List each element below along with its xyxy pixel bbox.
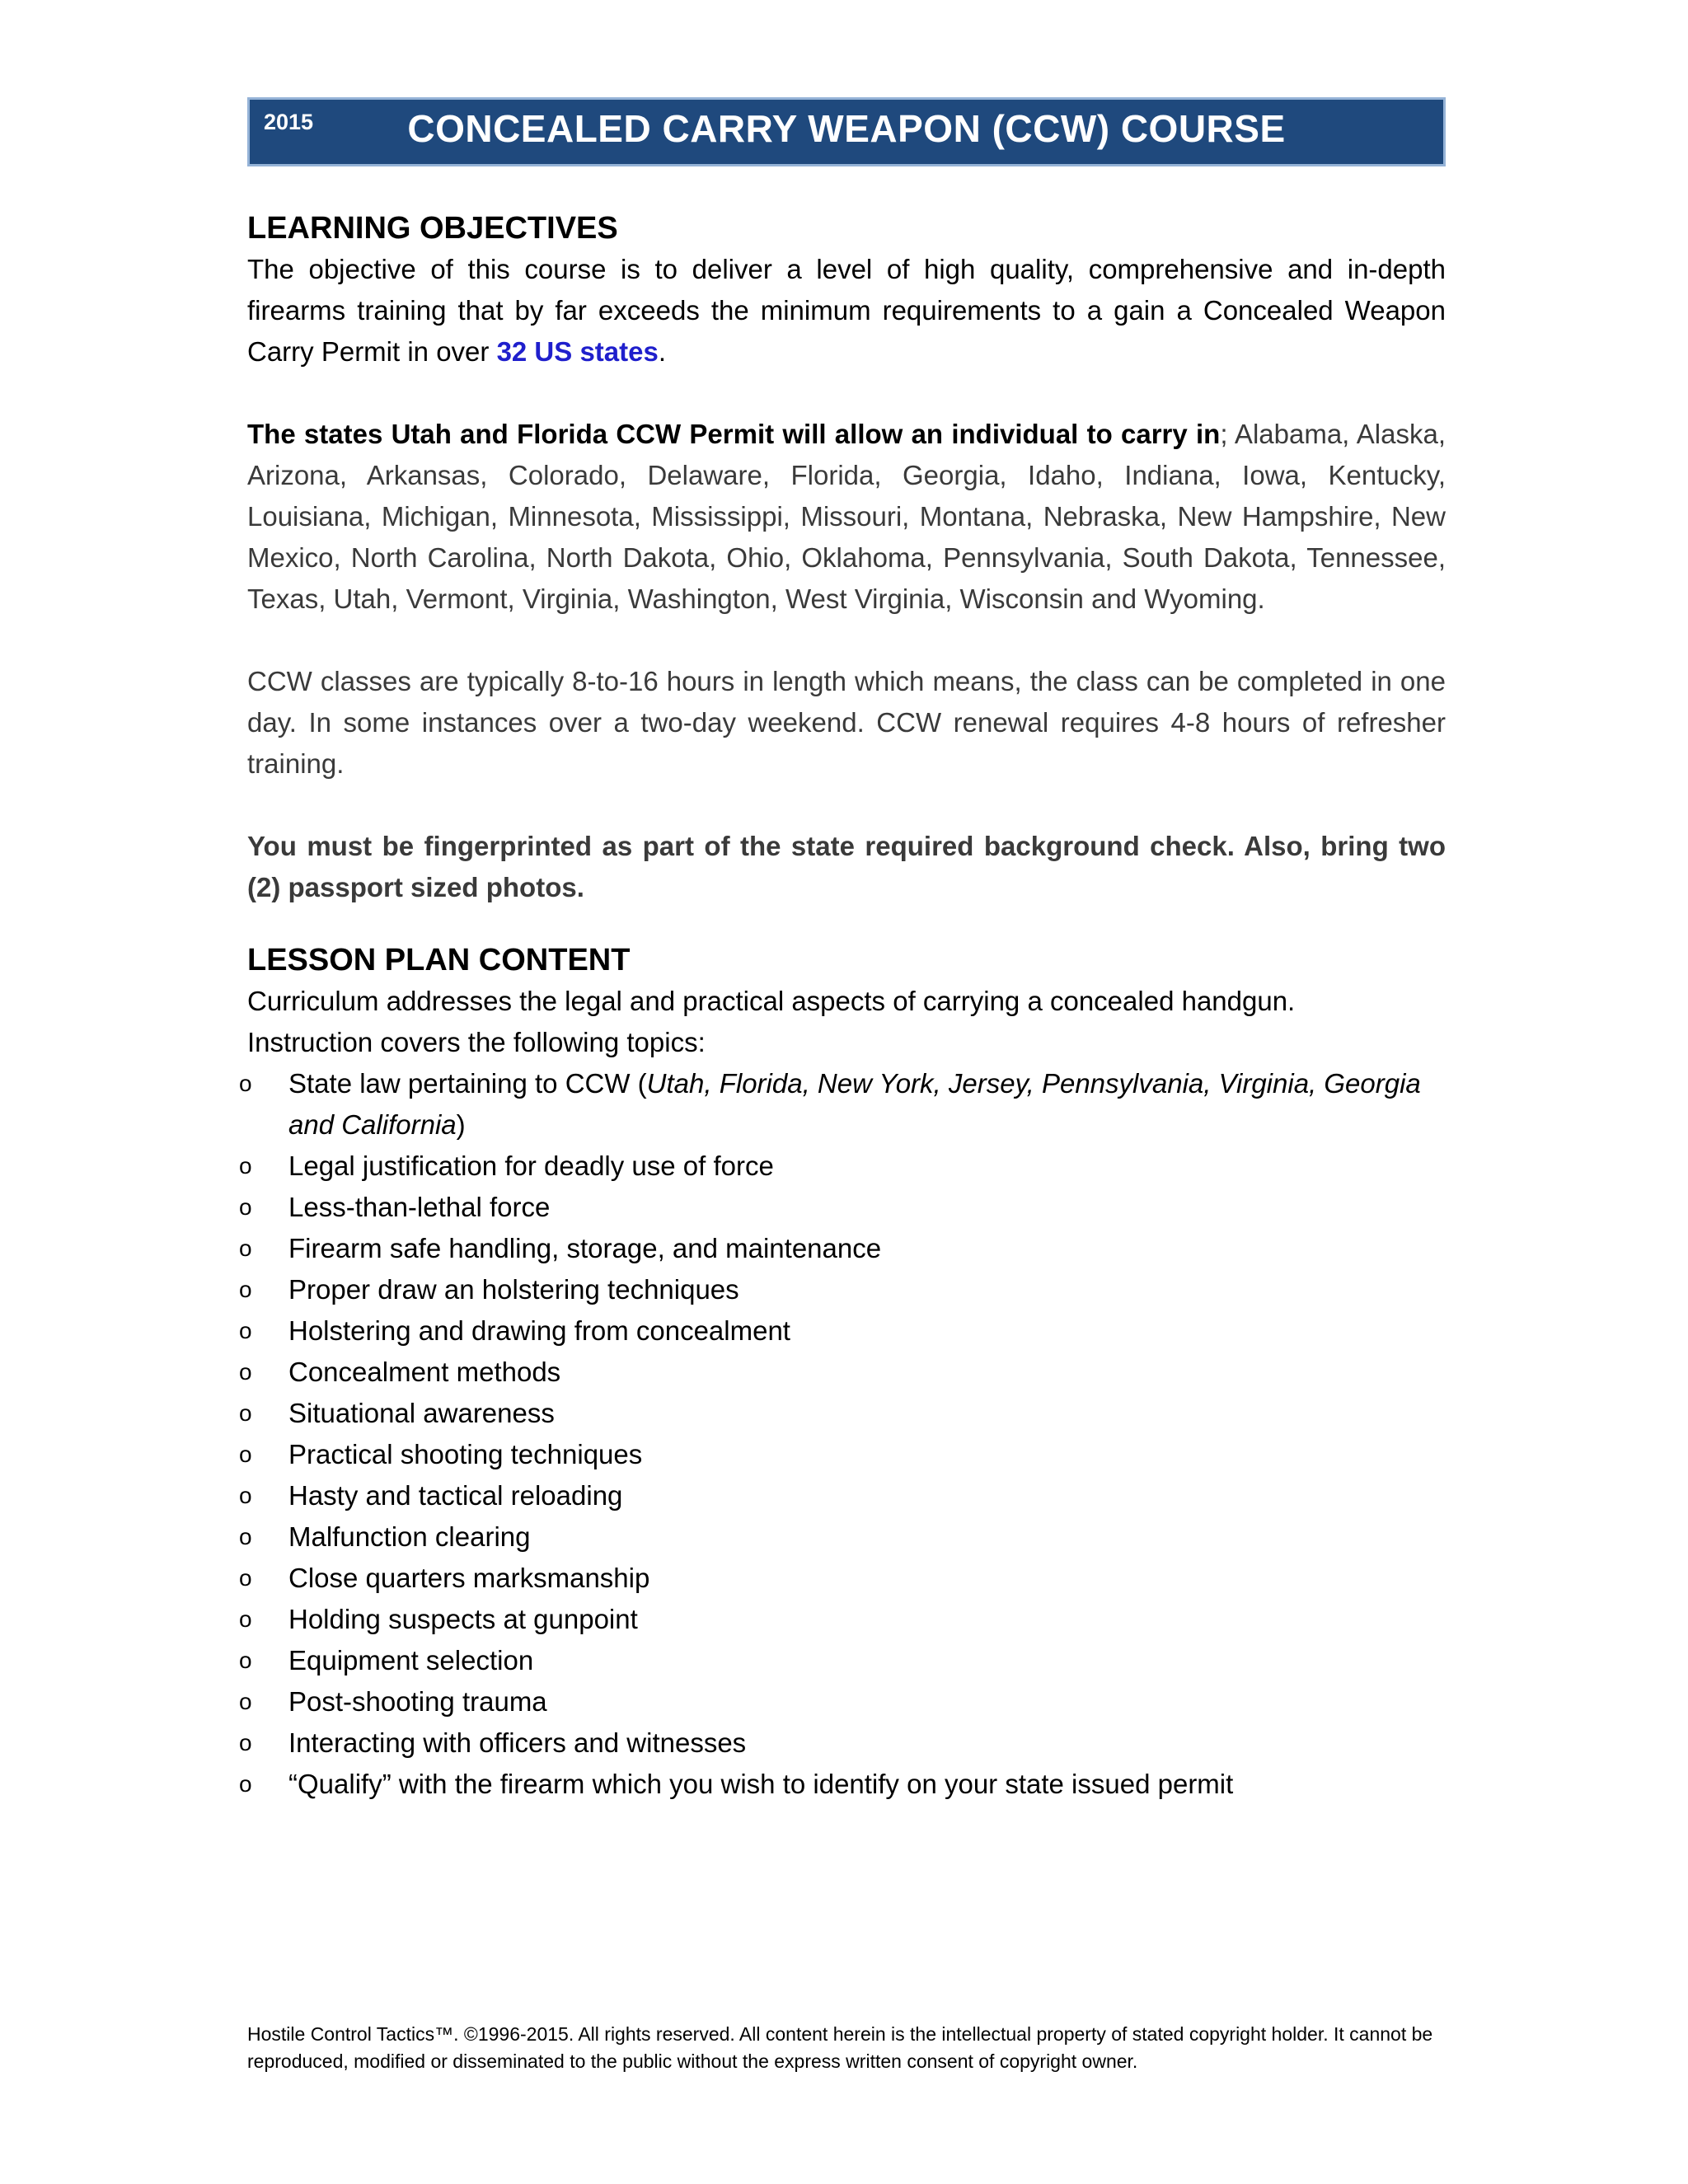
topic-label: Holding suspects at gunpoint xyxy=(288,1604,638,1634)
topic-states: Utah, Florida, New York, Jersey, Pennsylvania, Virginia, Georgia and California xyxy=(288,1068,1421,1140)
topic-label: Proper draw an holstering techniques xyxy=(288,1274,739,1305)
bullet-icon: o xyxy=(239,1771,252,1797)
topic-item xyxy=(239,1475,1446,1516)
topic-item xyxy=(239,1516,1446,1558)
topic-item xyxy=(239,1393,1446,1434)
topic-item xyxy=(239,1310,1446,1352)
topic-label: Practical shooting techniques xyxy=(288,1439,643,1469)
topic-item xyxy=(239,1146,1446,1187)
bullet-icon: o xyxy=(239,1483,252,1508)
topic-label: Equipment selection xyxy=(288,1645,534,1675)
bullet-icon: o xyxy=(239,1400,252,1426)
topic-label: Post-shooting trauma xyxy=(288,1686,547,1717)
objective-paragraph xyxy=(247,249,1446,373)
topic-item xyxy=(239,1722,1446,1764)
topic-label: Interacting with officers and witnesses xyxy=(288,1727,747,1758)
banner-year: 2015 xyxy=(264,110,314,134)
topic-label: Situational awareness xyxy=(288,1398,555,1428)
title-banner xyxy=(247,97,1446,166)
copyright-footer: Hostile Control Tactics™. ©1996-2015. All rights reserved. All content herein is the intellectual property of stated copyright holder. It cannot be reproduced, modified or disseminated to the public without the express written consent of copyright owner. xyxy=(247,2023,1433,2072)
topic-item xyxy=(239,1063,1446,1146)
states-list: ; Alabama, Alaska, Arizona, Arkansas, Colorado, Delaware, Florida, Georgia, Idaho, Indiana, Iowa, Kentucky, Louisiana, Michigan, Minnesota, Mississippi, Missouri, Montana, Nebraska, New Hampshire, New Mexico, North Carolina, North Dakota, Ohio, Oklahoma, Pennsylvania, South Dakota, Tennessee, Texas, Utah, Vermont, Virginia, Washington, West Virginia, Wisconsin and Wyoming. xyxy=(247,419,1446,614)
topic-item xyxy=(239,1228,1446,1269)
topic-item xyxy=(239,1187,1446,1228)
topic-suffix: ) xyxy=(456,1109,466,1140)
bullet-icon: o xyxy=(239,1194,252,1220)
states-paragraph xyxy=(247,414,1446,620)
bullet-icon: o xyxy=(239,1359,252,1385)
topic-label: Holstering and drawing from concealment xyxy=(288,1315,790,1346)
lesson-intro-line-1: Curriculum addresses the legal and practical aspects of carrying a concealed handgun. xyxy=(247,986,1296,1016)
banner-title: CONCEALED CARRY WEAPON (CCW) COURSE xyxy=(407,107,1286,150)
topic-label: Hasty and tactical reloading xyxy=(288,1480,623,1511)
topic-item xyxy=(239,1434,1446,1475)
topic-label: “Qualify” with the firearm which you wish to identify on your state issued permit xyxy=(288,1769,1234,1799)
topic-prefix: State law pertaining to CCW ( xyxy=(288,1068,647,1099)
bullet-icon: o xyxy=(239,1071,252,1096)
topic-item xyxy=(239,1764,1446,1805)
lesson-intro-line-2: Instruction covers the following topics: xyxy=(247,1027,706,1057)
bullet-icon: o xyxy=(239,1524,252,1549)
topic-item xyxy=(239,1681,1446,1722)
bullet-icon: o xyxy=(239,1441,252,1467)
learning-objectives-heading: LEARNING OBJECTIVES xyxy=(247,211,618,246)
topic-item xyxy=(239,1640,1446,1681)
objective-text: The objective of this course is to deliver a level of high quality, comprehensive and in-depth firearms training that by far exceeds the minimum requirements to a gain a Concealed Weapon Carry Permit in over xyxy=(247,254,1446,367)
document-page xyxy=(239,97,1446,1805)
bullet-icon: o xyxy=(239,1235,252,1261)
bullet-icon: o xyxy=(239,1153,252,1179)
topic-item xyxy=(239,1558,1446,1599)
lesson-plan-heading: LESSON PLAN CONTENT xyxy=(247,943,631,977)
bullet-icon: o xyxy=(239,1730,252,1755)
bullet-icon: o xyxy=(239,1318,252,1343)
states-lead: The states Utah and Florida CCW Permit will allow an individual to carry in xyxy=(247,419,1221,449)
bullet-icon: o xyxy=(239,1689,252,1714)
bullet-icon: o xyxy=(239,1606,252,1632)
states-count-highlight: 32 US states xyxy=(496,336,659,367)
topic-label: Firearm safe handling, storage, and maintenance xyxy=(288,1233,882,1263)
topic-item xyxy=(239,1269,1446,1310)
topic-label: Malfunction clearing xyxy=(288,1521,531,1552)
topic-list xyxy=(239,1063,1446,1805)
bullet-icon: o xyxy=(239,1565,252,1591)
topic-label: Close quarters marksmanship xyxy=(288,1563,650,1593)
bullet-icon: o xyxy=(239,1277,252,1302)
duration-paragraph: CCW classes are typically 8-to-16 hours in length which means, the class can be completed in one day. In some instances over a two-day weekend. CCW renewal requires 4-8 hours of refresher training. xyxy=(247,666,1446,779)
topic-item xyxy=(239,1599,1446,1640)
objective-end: . xyxy=(658,336,667,367)
topic-label: Concealment methods xyxy=(288,1357,561,1387)
topic-label: Legal justification for deadly use of force xyxy=(288,1151,774,1181)
topic-item xyxy=(239,1352,1446,1393)
topic-label: Less-than-lethal force xyxy=(288,1192,551,1222)
bullet-icon: o xyxy=(239,1647,252,1673)
fingerprint-note: You must be fingerprinted as part of the state required background check. Also, bring two (2) passport sized photos. xyxy=(247,831,1446,902)
